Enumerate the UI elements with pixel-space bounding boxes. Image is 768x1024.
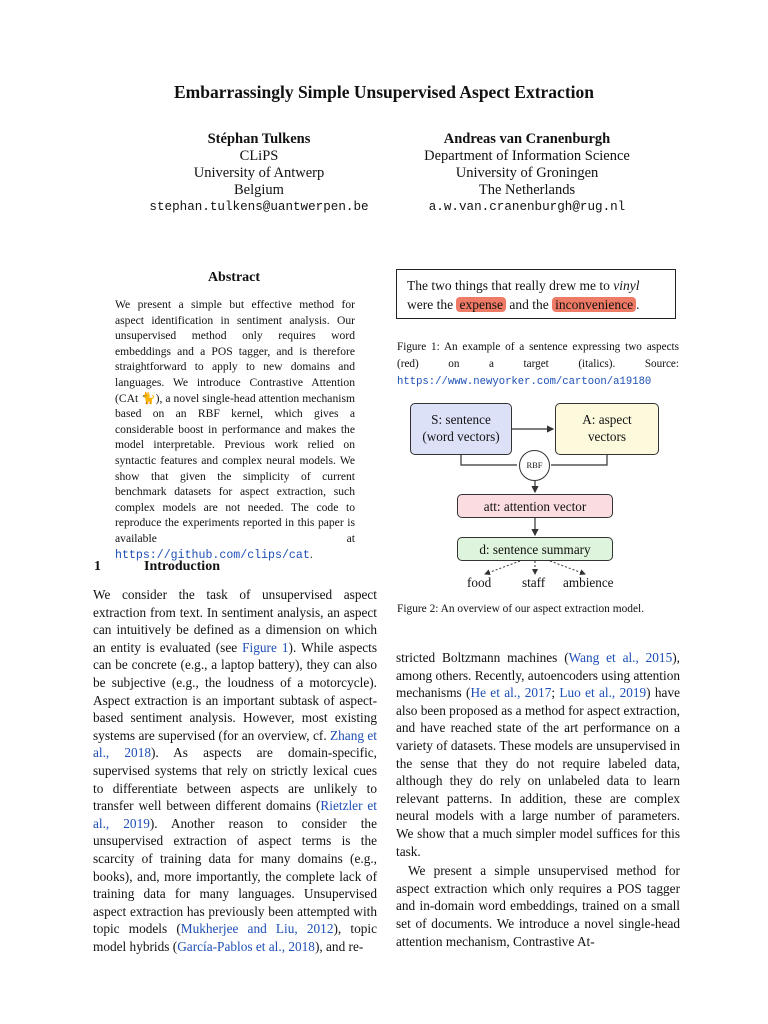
figure1-caption	[397, 339, 679, 391]
body-text: ). While aspects can be concrete (e.g., a laptop battery), they can also be subjective (e.g., the loudness of a motorcycle). Aspect extraction is an important subtask of aspect-based sentiment analysis. However, most existing systems are supervised (for an overview, cf.	[93, 639, 377, 743]
author-block-1	[128, 131, 390, 216]
sentence-text: were the	[407, 297, 454, 312]
body-text: ). Another reason to consider the unsupervised extraction of aspect terms is the scarcity of training data for many domains (e.g., books), and, more importantly, the complete lack of training data for many languages. Unsupervised aspect extraction has previously been attempted with topic models (	[93, 815, 377, 937]
code-link[interactable]: https://github.com/clips/cat	[115, 548, 310, 562]
introduction-text	[93, 586, 377, 955]
author-affiliation: The Netherlands	[478, 182, 576, 198]
sentence-node	[410, 403, 512, 455]
output-label-food: food	[467, 575, 492, 590]
sentence-text: and the	[509, 297, 549, 312]
sentence-text: The two things that really drew me to	[407, 278, 610, 293]
author-affiliation: CLiPS	[239, 148, 279, 164]
body-text: ) have also been proposed as a method for aspect extraction, and have reached state of the art performance on a variety of datasets. These models are unsupervised in the sense that they do not require labeled data, although they do rely on unlabeled data to learn relevant patterns. In addition, these are complex neural models with a large number of parameters. We show that a much simpler model suffices for this task.	[396, 685, 681, 859]
aspect-node	[555, 403, 659, 455]
author-affiliation: University of Groningen	[455, 165, 599, 181]
paper-title: Embarrassingly Simple Unsupervised Aspect Extraction	[173, 82, 595, 102]
abstract-period: .	[309, 547, 313, 561]
citation-link[interactable]: He et al., 2017	[470, 685, 552, 701]
abstract-text	[115, 297, 355, 563]
citation-link[interactable]: Figure 1	[242, 639, 289, 655]
paragraph: We present a simple unsupervised method for aspect extraction which only requires a POS tagger and in-domain word embeddings, trained on a small set of documents. We introduce a novel single-head attention mechanism, Contrastive At-	[396, 863, 680, 949]
arrow-d-to-food	[485, 561, 520, 574]
body-text: We consider the task of unsupervised aspect extraction from text. In sentiment analysis, an aspect can intuitively be defined as a dimension on which an entity is evaluated (see	[93, 587, 377, 655]
author-name: Stéphan Tulkens	[207, 131, 311, 147]
paragraph	[396, 649, 680, 860]
citation-link[interactable]: Wang et al., 2015	[568, 650, 673, 665]
node-label: S: sentence	[431, 412, 491, 427]
citation-link[interactable]: Rietzler et al., 2019	[93, 798, 378, 831]
author-email[interactable]: a.w.van.cranenburgh@rug.nl	[428, 200, 626, 214]
aspect-highlight: expense	[456, 297, 505, 312]
right-column-text	[396, 649, 680, 950]
citation-link[interactable]: Luo et al., 2019	[559, 685, 647, 701]
node-label: A: aspect	[582, 412, 632, 427]
section-number: 1	[94, 559, 101, 574]
abstract-heading: Abstract	[207, 270, 261, 285]
figure2-caption: Figure 2: An overview of our aspect extraction model.	[397, 603, 645, 615]
aspect-highlight: inconvenience	[552, 297, 636, 312]
author-affiliation: University of Antwerp	[193, 165, 325, 181]
sentence-text: .	[636, 297, 640, 312]
body-text: stricted Boltzmann machines (	[396, 650, 569, 665]
body-text: ), among others. Recently, autoencoders using attention mechanisms (	[396, 650, 680, 701]
section-title: Introduction	[144, 559, 220, 574]
output-label-ambience: ambience	[563, 575, 614, 590]
attention-node: att: attention vector	[457, 494, 613, 518]
abstract-body: We present a simple but effective method for aspect identification in sentiment analysis. Our unsupervised method only requires word embeddings and a POS tagger, and is therefore straightforward to apply to new domains and languages. We introduce Contrastive Attention (CAt 🐈), a novel single-head attention mechanism based on an RBF kernel, which gives a considerable boost in performance and makes the model interpretable. Previous work relied on syntactic features and complex neural models. We show that given the simplicity of current benchmark datasets for aspect extraction, such complex models are not needed. The code to reproduce the experiments reported in this paper is available at	[115, 298, 355, 545]
node-label: (word vectors)	[422, 429, 500, 444]
author-affiliation: Department of Information Science	[424, 148, 630, 164]
author-email[interactable]: stephan.tulkens@uantwerpen.be	[149, 200, 369, 214]
body-text: ). As aspects are domain-specific, supervised systems that rely on strictly lexical cues to differentiate between aspects are unlikely to transfer well between different domains (	[93, 745, 378, 814]
figure1-example-box	[396, 269, 676, 319]
body-text: ;	[551, 685, 560, 701]
output-label-staff: staff	[522, 575, 546, 590]
target-word: vinyl	[613, 278, 640, 293]
citation-link[interactable]: Zhang et al., 2018	[93, 727, 377, 761]
citation-link[interactable]: García-Pablos et al., 2018	[177, 938, 315, 954]
author-affiliation: Belgium	[234, 182, 284, 198]
arrow-d-to-ambience	[550, 561, 585, 574]
body-text: ), and re-	[314, 938, 364, 954]
rbf-node: RBF	[519, 450, 550, 481]
source-link[interactable]: https://www.newyorker.com/cartoon/a19180	[397, 376, 652, 388]
citation-link[interactable]: Mukherjee and Liu, 2012	[180, 921, 334, 937]
caption-text: Figure 1: An example of a sentence expressing two aspects (red) on a target (italics). Source:	[397, 341, 679, 370]
body-text: ), topic model hybrids (	[93, 921, 377, 954]
arrow-a-to-rbf	[551, 455, 607, 465]
section-heading	[94, 559, 220, 575]
summary-node: d: sentence summary	[457, 537, 613, 561]
author-block-2	[396, 131, 658, 216]
node-label: vectors	[587, 429, 627, 444]
author-name: Andreas van Cranenburgh	[443, 131, 611, 147]
arrow-s-to-rbf	[461, 455, 517, 465]
